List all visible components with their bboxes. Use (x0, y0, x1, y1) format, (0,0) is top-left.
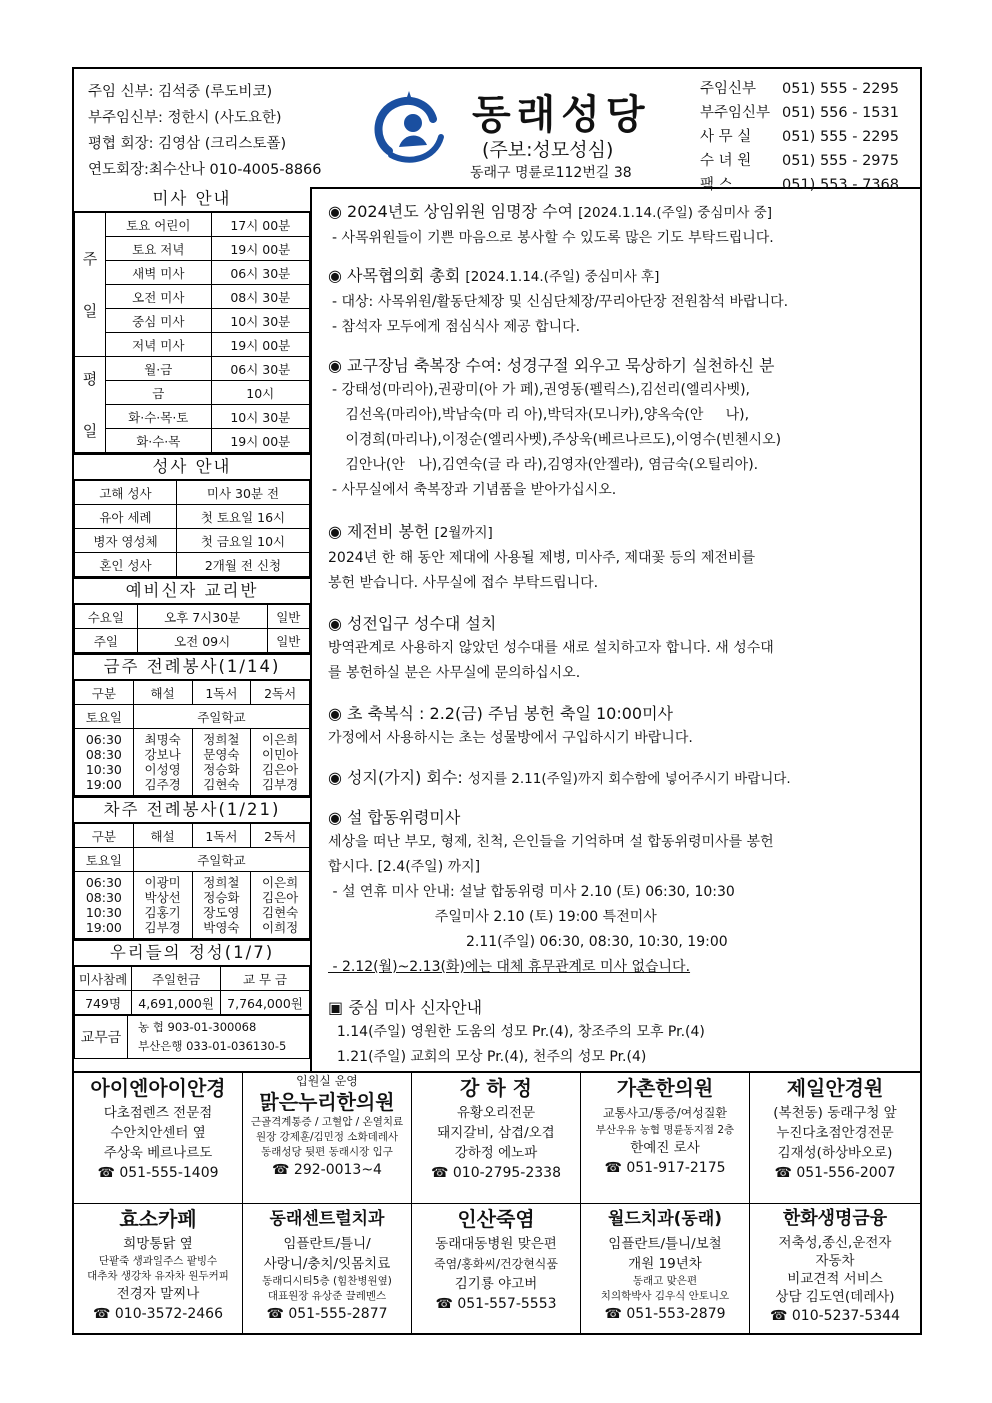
weekday-label: 평 일 (75, 357, 106, 453)
sacrament-table: 고해 성사 미사 30분 전 유아 세례 첫 토요일 16시 병자 영성체 첫 금요일 10시 혼인 성사 2개월 전 신청 (74, 480, 310, 577)
staff-line: 연도회장:최수산나 010-4005-8866 (88, 162, 322, 178)
ad-card: 월드치과(동래) 임플란트/틀니/보철 개원 19년차 동래고 맞은편 치의학박사 김우식 안토니오 ☎ 051-553-2879 (581, 1204, 750, 1335)
ad-card: 입원실 운영 맑은누리한의원 근골격계통증 / 고혈압 / 온열치료 원장 강제훈/김민정 소화데레사 동래성당 뒷편 동래시장 입구 ☎ 292-0013~4 (243, 1073, 412, 1204)
bulletin-header (74, 69, 920, 193)
contact-row: 주임신부 051) 555 - 2295 (700, 81, 899, 97)
ads-grid (74, 1071, 920, 1335)
parish-logo-icon (369, 89, 449, 169)
ad-card: 강 하 정 유황오리전문 돼지갈비, 삼겹/오겹 강하정 에노파 ☎ 010-2795-2338 (412, 1073, 581, 1204)
parish-title: 동래성당 (472, 92, 651, 138)
announcement-item: ▣ 중심 미사 신자안내 1.14(주일) 영원한 도움의 성모 Pr.(4), 창조주의 모후 Pr.(4) 1.21(주일) 교회의 모상 Pr.(4), 천주의 성모 Pr.(4) (328, 998, 705, 1065)
mass-table: 주 일 토요 어린이 17시 00분 토요 저녁 19시 00분 새벽 미사 06시 30분 오전 미사 08시 30분 중심 미사 10시 30분 저녁 미사 19시 00분 평 일 월·금 06시 30분 금 10시 화·수·목·토 10시 30분 화·수·목 19시 00분 (74, 212, 310, 453)
service-this-table: 구분 해설 1독서 2독서 토요일 주일학교 06:30 08:30 10:30 19:00 최명숙 강보나 이성영 김주경 정희철 문영숙 정승화 김현숙 이은희 이민아 김은아 김부경 (74, 680, 310, 796)
announcement-item: ◉ 설 합동위령미사 세상을 떠난 부모, 형제, 친척, 은인들을 기억하며 설 합동위령미사를 봉헌 합시다. [2.4(주일) 까지] - 설 연휴 미사 안내: 설날 합동위령 미사 2.10 (토) 06:30, 10:30 주일미사 2.10 (토) 19:00 특전미사 2.11(주일) 06:30, 08:30, 10:30, 19:00 - 2.12(월)~2.13(화)에는 대체 휴무관계로 미사 없습니다. (328, 808, 774, 975)
announcement-item: ◉ 제전비 봉헌 [2월까지] 2024년 한 해 동안 제대에 사용될 제병, 미사주, 제대꽃 등의 제전비를 봉헌 받습니다. 사무실에 접수 부탁드립니다. (328, 522, 756, 591)
sacrament-title: 성사 안내 (74, 453, 310, 480)
offering-title: 우리들의 정성(1/7) (74, 939, 310, 966)
ad-card: 한화생명금융 저축성,종신,운전자 자동차 비교견적 서비스 상담 김도연(데레사) ☎ 010-5237-5344 (770, 1208, 900, 1324)
announcement-item: ◉ 사목협의회 총회 [2024.1.14.(주일) 중심미사 후] - 대상: 사목위원/활동단체장 및 신심단체장/꾸리아단장 전원참석 바랍니다. - 참석자 모두에게 점심식사 제공 합니다. (328, 266, 789, 335)
staff-list (88, 79, 322, 183)
announcement-item: ◉ 2024년도 상임위원 임명장 수여 [2024.1.14.(주일) 중심미사 중] - 사목위원들이 기쁜 마음으로 봉사할 수 있도록 많은 기도 부탁드립니다. (328, 202, 774, 246)
contact-row: 부주임신부 051) 556 - 1531 (700, 105, 899, 121)
offering-table: 미사참례 주일헌금 교 무 금 749명 4,691,000원 7,764,000원 (74, 966, 310, 1015)
announcement-item: ◉ 성지(가지) 회수: 성지를 2.11(주일)까지 회수함에 넣어주시기 바랍니다. (328, 768, 791, 787)
catechumen-title: 예비신자 교리반 (74, 577, 310, 604)
parish-patron: (주보:성모성심) (482, 139, 614, 161)
contact-row: 사 무 실 051) 555 - 2295 (700, 129, 899, 145)
parish-address: 동래구 명륜로112번길 38 (470, 165, 632, 181)
contact-row: 팩 스 051) 553 - 7368 (700, 177, 899, 193)
staff-line: 평협 회장: 김영삼 (크리스토폴) (88, 136, 287, 152)
ad-card: 효소카페 희망통닭 옆 단팥죽 생과일주스 팥빙수 대추차 생강차 유자차 원두커피 전경자 말찌나 ☎ 010-3572-2466 (74, 1204, 243, 1335)
ad-card: 인산죽염 동래대동병원 맞은편 죽염/홍화씨/건강현식품 김기룡 야고버 ☎ 051-557-5553 (412, 1204, 581, 1335)
service-next-title: 차주 전례봉사(1/21) (74, 796, 310, 823)
announcement-item: ◉ 교구장님 축복장 수여: 성경구절 외우고 묵상하기 실천하신 분 - 강태성(마리아),권광미(아 가 페),권영동(펠릭스),김선리(엘리사벳), 김선옥(마리아),박남숙(마 리 아),박덕자(모니카),양옥숙(안 나), 이경희(마리나),이정순(엘리사벳),주상욱(베르나르도),이영수(빈첸시오) 김안나(안 나),김연숙(글 라 라),김영자(안젤라), 염금숙(오틸리아). - 사무실에서 축복장과 기념품을 받아가십시오. (328, 356, 782, 498)
announcement-item: ◉ 초 축복식 : 2.2(금) 주님 봉헌 축일 10:00미사 가정에서 사용하시는 초는 성물방에서 구입하시기 바랍니다. (328, 704, 693, 746)
ad-card: 아이엔아이안경 다초점렌즈 전문점 수안치안센터 옆 주상욱 베르나르도 ☎ 051-555-1409 (74, 1073, 243, 1204)
staff-line: 부주임신부: 정한시 (사도요한) (88, 110, 282, 126)
announcement-column (312, 187, 920, 1071)
ad-card: 동래센트럴치과 임플란트/틀니/ 사랑니/충치/잇몸치료 동래디시티5층 (힘찬병원옆) 대표원장 유상준 끌레멘스 ☎ 051-555-2877 (243, 1204, 412, 1335)
contact-list (700, 77, 899, 197)
ad-card: 제일안경원 (복천동) 동래구청 앞 누진다초점안경전문 김재성(하상바오로) ☎ 051-556-2007 (750, 1073, 920, 1204)
contact-row: 수 녀 원 051) 555 - 2975 (700, 153, 899, 169)
staff-line: 주임 신부: 김석중 (루도비코) (88, 84, 273, 100)
catechumen-table: 수요일 오후 7시30분 일반 주일 오전 09시 일반 (74, 604, 310, 653)
service-next-table: 구분 해설 1독서 2독서 토요일 주일학교 06:30 08:30 10:30 19:00 이광미 박상선 김홍기 김부경 정희철 정승화 장도영 박영숙 이은희 김은아 김현숙 이희정 (74, 823, 310, 939)
sunday-label: 주 일 (75, 213, 106, 357)
ad-card: 가촌한의원 교통사고/통증/여성질환 부산우유 농협 명륜동지점 2층 한예진 로사 ☎ 051-917-2175 (581, 1073, 750, 1204)
bulletin-page (72, 67, 922, 1335)
left-column (74, 187, 312, 1071)
announcement-item: ◉ 성전입구 성수대 설치 방역관계로 사용하지 않았던 성수대를 새로 설치하고자 합니다. 새 성수대 를 봉헌하실 분은 사무실에 문의하십시오. (328, 614, 774, 681)
account-table: 교무금 농 협 903-01-300068 부산은행 033-01-036130-5 (74, 1015, 310, 1059)
service-this-title: 금주 전례봉사(1/14) (74, 653, 310, 680)
mass-title: 미사 안내 (74, 187, 310, 212)
